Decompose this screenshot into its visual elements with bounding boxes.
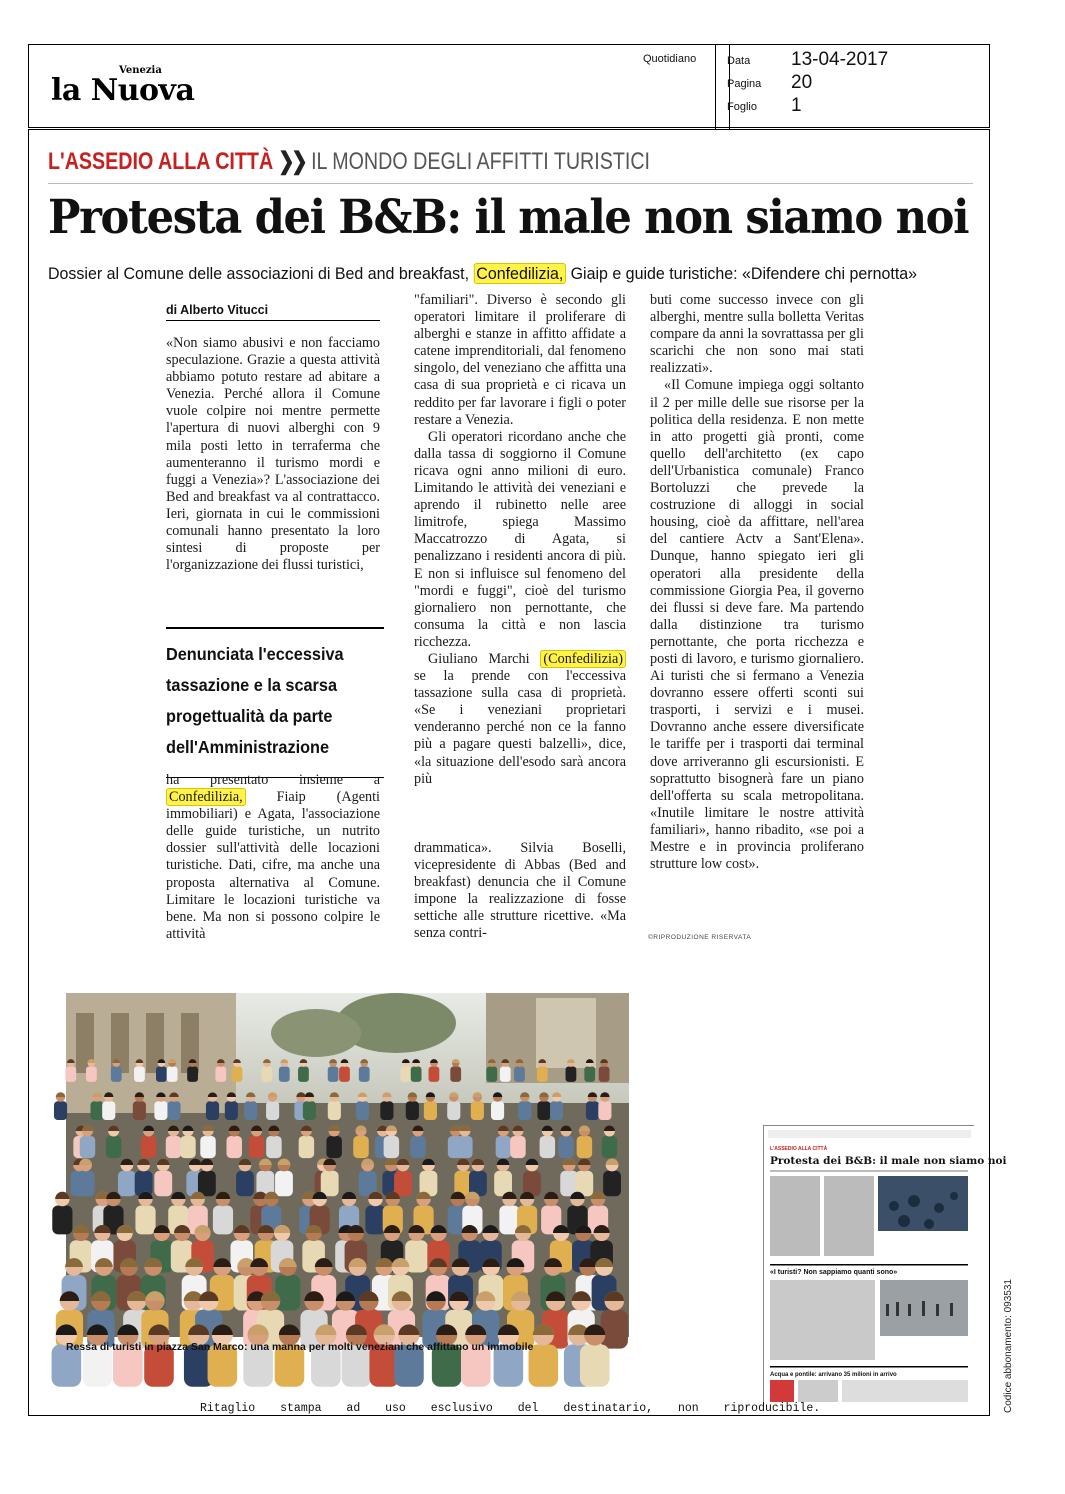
crowd-person-body [518, 1101, 531, 1120]
kicker-section: L'ASSEDIO ALLA CITTÀ [48, 148, 274, 175]
paragraph: Gli operatori ricordano anche che dalla tassa di soggiorno il Comune ricava ogni anno milioni di euro. Limitando le attività dei veneziani e aprendo il rubinetto nelle aree limitrofe, spiega Massimo Maccatrozzo di Agata, si penalizzano i residenti ancora di più. E non si influisce sul fenomeno del "mordi e fuggi", cioè del turismo giornaliero non pernottante, che consuma la città e non lascia ricchezza. [414, 428, 626, 650]
crowd-person-body [154, 1171, 172, 1196]
crowd-person-body [80, 1136, 95, 1158]
page-thumbnail [763, 1125, 1007, 1406]
crowd-person-body [65, 1066, 76, 1081]
sheet-value: 1 [791, 95, 802, 116]
crowd-person-body [141, 1136, 156, 1158]
crowd-person-body [566, 1066, 577, 1081]
logo-city: Venezia [119, 65, 162, 76]
crowd-person-body [135, 1205, 155, 1234]
crowd-person-body [275, 1171, 293, 1196]
crowd-person-body [77, 1171, 95, 1196]
crowd-person-body [266, 1101, 279, 1120]
crowd-person-body [200, 1136, 215, 1158]
thumb-kicker: L'ASSEDIO ALLA CITTÀ [770, 1146, 828, 1152]
pull-quote-line: dell'Amministrazione [166, 737, 330, 757]
publication-frequency: Quotidiano [643, 53, 697, 65]
paragraph: "familiari". Diverso è secondo gli operatori limitare il proliferare di alberghi e stanze in affitto affidate a catene imprenditoriali, dal fenomeno singolo, del veneziano che affitta una casa di sua proprietà e ci ricava un reddito per far lavorare i figli o poter restare a Venezia. [414, 292, 626, 428]
crowd-person-body [328, 1066, 339, 1081]
column-2-bottom [414, 840, 626, 943]
crowd-person-body [326, 1136, 341, 1158]
section-kicker [48, 147, 650, 176]
crowd-person-body [429, 1066, 440, 1081]
date-value: 13-04-2017 [791, 49, 889, 70]
crowd-person-body [54, 1101, 67, 1120]
paragraph: drammatica». Silvia Boselli, vicepresidente di Abbas (Bed and breakfast) denuncia che il Comune impone la realizzazione di fosse settiche alle strutture ricettive. «Ma senza contri- [414, 840, 626, 942]
page-value: 20 [791, 72, 813, 93]
crowd-person-body [111, 1066, 122, 1081]
crowd-person-body [321, 1171, 339, 1196]
sheet-label: Foglio [727, 101, 757, 113]
crowd-person-body [510, 1136, 525, 1158]
crowd-person-body [236, 1171, 254, 1196]
crowd-person-body [400, 1066, 411, 1081]
crowd-person-body [52, 1205, 72, 1234]
thumb-headline: Protesta dei B&B: il male non siamo noi [770, 1155, 1007, 1167]
crowd-person-body [227, 1136, 242, 1158]
crowd-person-body [457, 1136, 472, 1158]
divider [715, 45, 716, 129]
paragraph: Giuliano Marchi (Confedilizia) se la prende con l'eccessiva tassazione sulla casa di proprietà. «Se i veneziani proprietari venderanno perché non ce la fanno più a pagare questi balzelli», dice, «la situazione dell'esodo sarà ancora più [414, 650, 626, 787]
crowd-photo [66, 993, 629, 1337]
crowd-person-body [303, 1101, 316, 1120]
crowd-person-body [580, 1345, 610, 1387]
crowd-person-body [262, 1066, 273, 1081]
crowd-person-body [411, 1066, 422, 1081]
crowd-person-body [496, 1136, 511, 1158]
crowd-person-body [599, 1066, 610, 1081]
kicker-topic: IL MONDO DEGLI AFFITTI TURISTICI [311, 148, 651, 175]
crowd-person-body [206, 1101, 219, 1120]
crowd-person-body [244, 1101, 257, 1120]
crowd-person-body [537, 1066, 548, 1081]
crowd-person-body [154, 1101, 167, 1120]
crowd-person-body [156, 1066, 167, 1081]
crowd-person-body [213, 1205, 233, 1234]
crowd-person-body [102, 1101, 115, 1120]
crowd-person-body [353, 1136, 368, 1158]
crowd-person-body [198, 1171, 216, 1196]
crowd-person-body [232, 1066, 243, 1081]
crowd-person-body [359, 1066, 370, 1081]
crowd-person-body [577, 1136, 592, 1158]
crowd-person-body [424, 1101, 437, 1120]
crowd-person-body [133, 1101, 146, 1120]
crowd-person-body [118, 1171, 136, 1196]
crowd-person-body [166, 1136, 181, 1158]
photo-caption: Ressa di turisti in piazza San Marco: una manna per molti veneziani che affittano un immobile [66, 1341, 534, 1353]
crowd-person-body [584, 1066, 595, 1081]
crowd-image [66, 993, 629, 1337]
crowd-person-body [298, 1066, 309, 1081]
crowd-person-body [447, 1101, 460, 1120]
kicker-rule [48, 183, 973, 184]
crowd-person-body [180, 1136, 195, 1158]
headline: Protesta dei B&B: il male non siamo noi [48, 190, 969, 245]
crowd-person-body [558, 1136, 573, 1158]
crowd-person-body [514, 1066, 525, 1081]
subheadline: Dossier al Comune delle associazioni di Bed and breakfast, Confedilizia, Giaip e guide turistiche: «Difendere chi pernotta» [48, 264, 918, 283]
paragraph: ha presentato insieme a Confedilizia, Fiaip (Agenti immobiliari) e Agata, l'associazione delle guide turistiche, un nutrito dossier sull'attività delle locazioni turistiche. Dati, cifre, ma anche una proposta alternativa al Comune. Limitare le locazioni turistiche va bene. Ma non si possono colpire le attività [166, 772, 380, 942]
crowd-person-body [299, 1136, 314, 1158]
crowd-person-body [279, 1066, 290, 1081]
pull-quote [166, 627, 384, 778]
column-1-top [166, 335, 380, 574]
crowd-person-body [486, 1066, 497, 1081]
crowd-person-body [249, 1136, 264, 1158]
crowd-person-body [266, 1136, 281, 1158]
date-label: Data [727, 55, 751, 67]
crowd-person-body [90, 1101, 103, 1120]
crowd-person-body [537, 1101, 550, 1120]
crowd-person-body [603, 1171, 621, 1196]
crowd-person-body [500, 1066, 511, 1081]
clipping-header [28, 44, 990, 128]
pull-quote-line: progettualità da parte [166, 706, 333, 726]
kicker-arrow-icon: ❯❯ [278, 148, 305, 175]
crowd-person-body [450, 1066, 461, 1081]
column-2-top [414, 292, 626, 788]
thumb-bottom-headline: Acqua e pontile: arrivano 35 milioni in arrivo [770, 1372, 897, 1378]
crowd-person-body [586, 1101, 599, 1120]
footer-notice: Ritaglio stampa ad uso esclusivo del destinatario, non riproducibile. [200, 1402, 821, 1415]
subscription-code: Codice abbonamento: 093531 [1003, 1279, 1014, 1413]
crowd-person-body [339, 1066, 350, 1081]
crowd-person-body [406, 1101, 419, 1120]
crowd-person-body [394, 1171, 412, 1196]
highlight-confedilizia: Confedilizia, [473, 263, 566, 284]
pull-quote-line: tassazione e la scarsa [166, 675, 338, 695]
crowd-person-body [86, 1066, 97, 1081]
pull-quote-line: Denunciata l'eccessiva [166, 644, 344, 664]
page-label: Pagina [727, 78, 762, 90]
crowd-person-body [598, 1101, 611, 1120]
crowd-person-body [471, 1101, 484, 1120]
highlight-confedilizia: (Confedilizia) [540, 650, 626, 668]
column-1-bottom [166, 772, 380, 943]
copyright-notice: ©RIPRODUZIONE RISERVATA [648, 934, 752, 941]
byline: di Alberto Vitucci [166, 303, 380, 321]
crowd-person-body [602, 1136, 617, 1158]
crowd-person-body [328, 1101, 341, 1120]
crowd-person-body [380, 1101, 393, 1120]
crowd-person-body [356, 1101, 369, 1120]
crowd-person-body [187, 1066, 198, 1081]
paragraph: «Non siamo abusivi e non facciamo speculazione. Grazie a questa attività abbiamo potuto restare ad abitare a Venezia. Perché allora il Comune vuole colpire noi mentre permette l'apertura di nuovi alberghi con 9 mila posti letto in terraferma che aumenteranno il turismo mordi e fuggi a Venezia»? L'associazione dei Bed and breakfast va al contrattacco. Ieri, giornata in cui le commissioni comunali hanno presentato la loro sintesi di proposte per l'organizzazione dei flussi turistici, [166, 335, 380, 574]
crowd-person-body [106, 1136, 121, 1158]
crowd-person-body [540, 1136, 555, 1158]
thumbnail-image [764, 1126, 1007, 1407]
crowd-person-body [384, 1136, 399, 1158]
crowd-person-body [134, 1066, 145, 1081]
newspaper-logo [51, 65, 195, 108]
crowd-person-body [167, 1066, 178, 1081]
thumb-second-headline: «I turisti? Non sappiamo quanti sono» [770, 1269, 898, 1276]
crowd-person-body [225, 1101, 238, 1120]
crowd-person-body [550, 1101, 563, 1120]
highlight-confedilizia: Confedilizia, [166, 788, 246, 806]
crowd-person-body [410, 1136, 425, 1158]
crowd-person-body [601, 1310, 628, 1349]
paragraph: «Il Comune impiega oggi soltanto il 2 per mille delle sue risorse per la politica della residenza. E non mette in atto progetti già pronti, come quello dell'architetto (ex capo dell'Urbanistica comunale) Franco Bortoluzzi che prevede la costruzione di alloggi in social housing, cioè da affittare, nell'area del cantiere Actv a Sant'Elena». Dunque, hanno spiegato ieri gli operatori alla presidente della commissione Giorgia Pea, il governo dei flussi si deve fare. Ma partendo dalla distinzione tra turismo pernottante, che porta ricchezza e posti di lavoro, e turismo giornaliero. Ai turisti che si fermano a Venezia dovranno essere offerti sconti sui trasporti, i servizi e i musei. Dovranno anche essere diversificate le tariffe per i trasporti dai terminal dove arriveranno gli escursionisti. E soprattutto bisognerà fare un piano dell'offerta su scala metropolitana. «Inutile limitare le nostre attività familiari», hanno ribadito, «se poi a Mestre e in provincia proliferano strutture low cost». [650, 377, 864, 873]
crowd-person-body [167, 1101, 180, 1120]
crowd-person-body [215, 1066, 226, 1081]
logo-main: la Nuova [51, 73, 195, 108]
column-3 [650, 292, 864, 873]
paragraph: buti come successo invece con gli alberghi, mentre sulla bolletta Veritas compare da anni la sovrattassa per gli scarichi che non sono mai stati realizzati». [650, 292, 864, 377]
crowd-person-body [365, 1205, 385, 1234]
crowd-person-body [491, 1101, 504, 1120]
